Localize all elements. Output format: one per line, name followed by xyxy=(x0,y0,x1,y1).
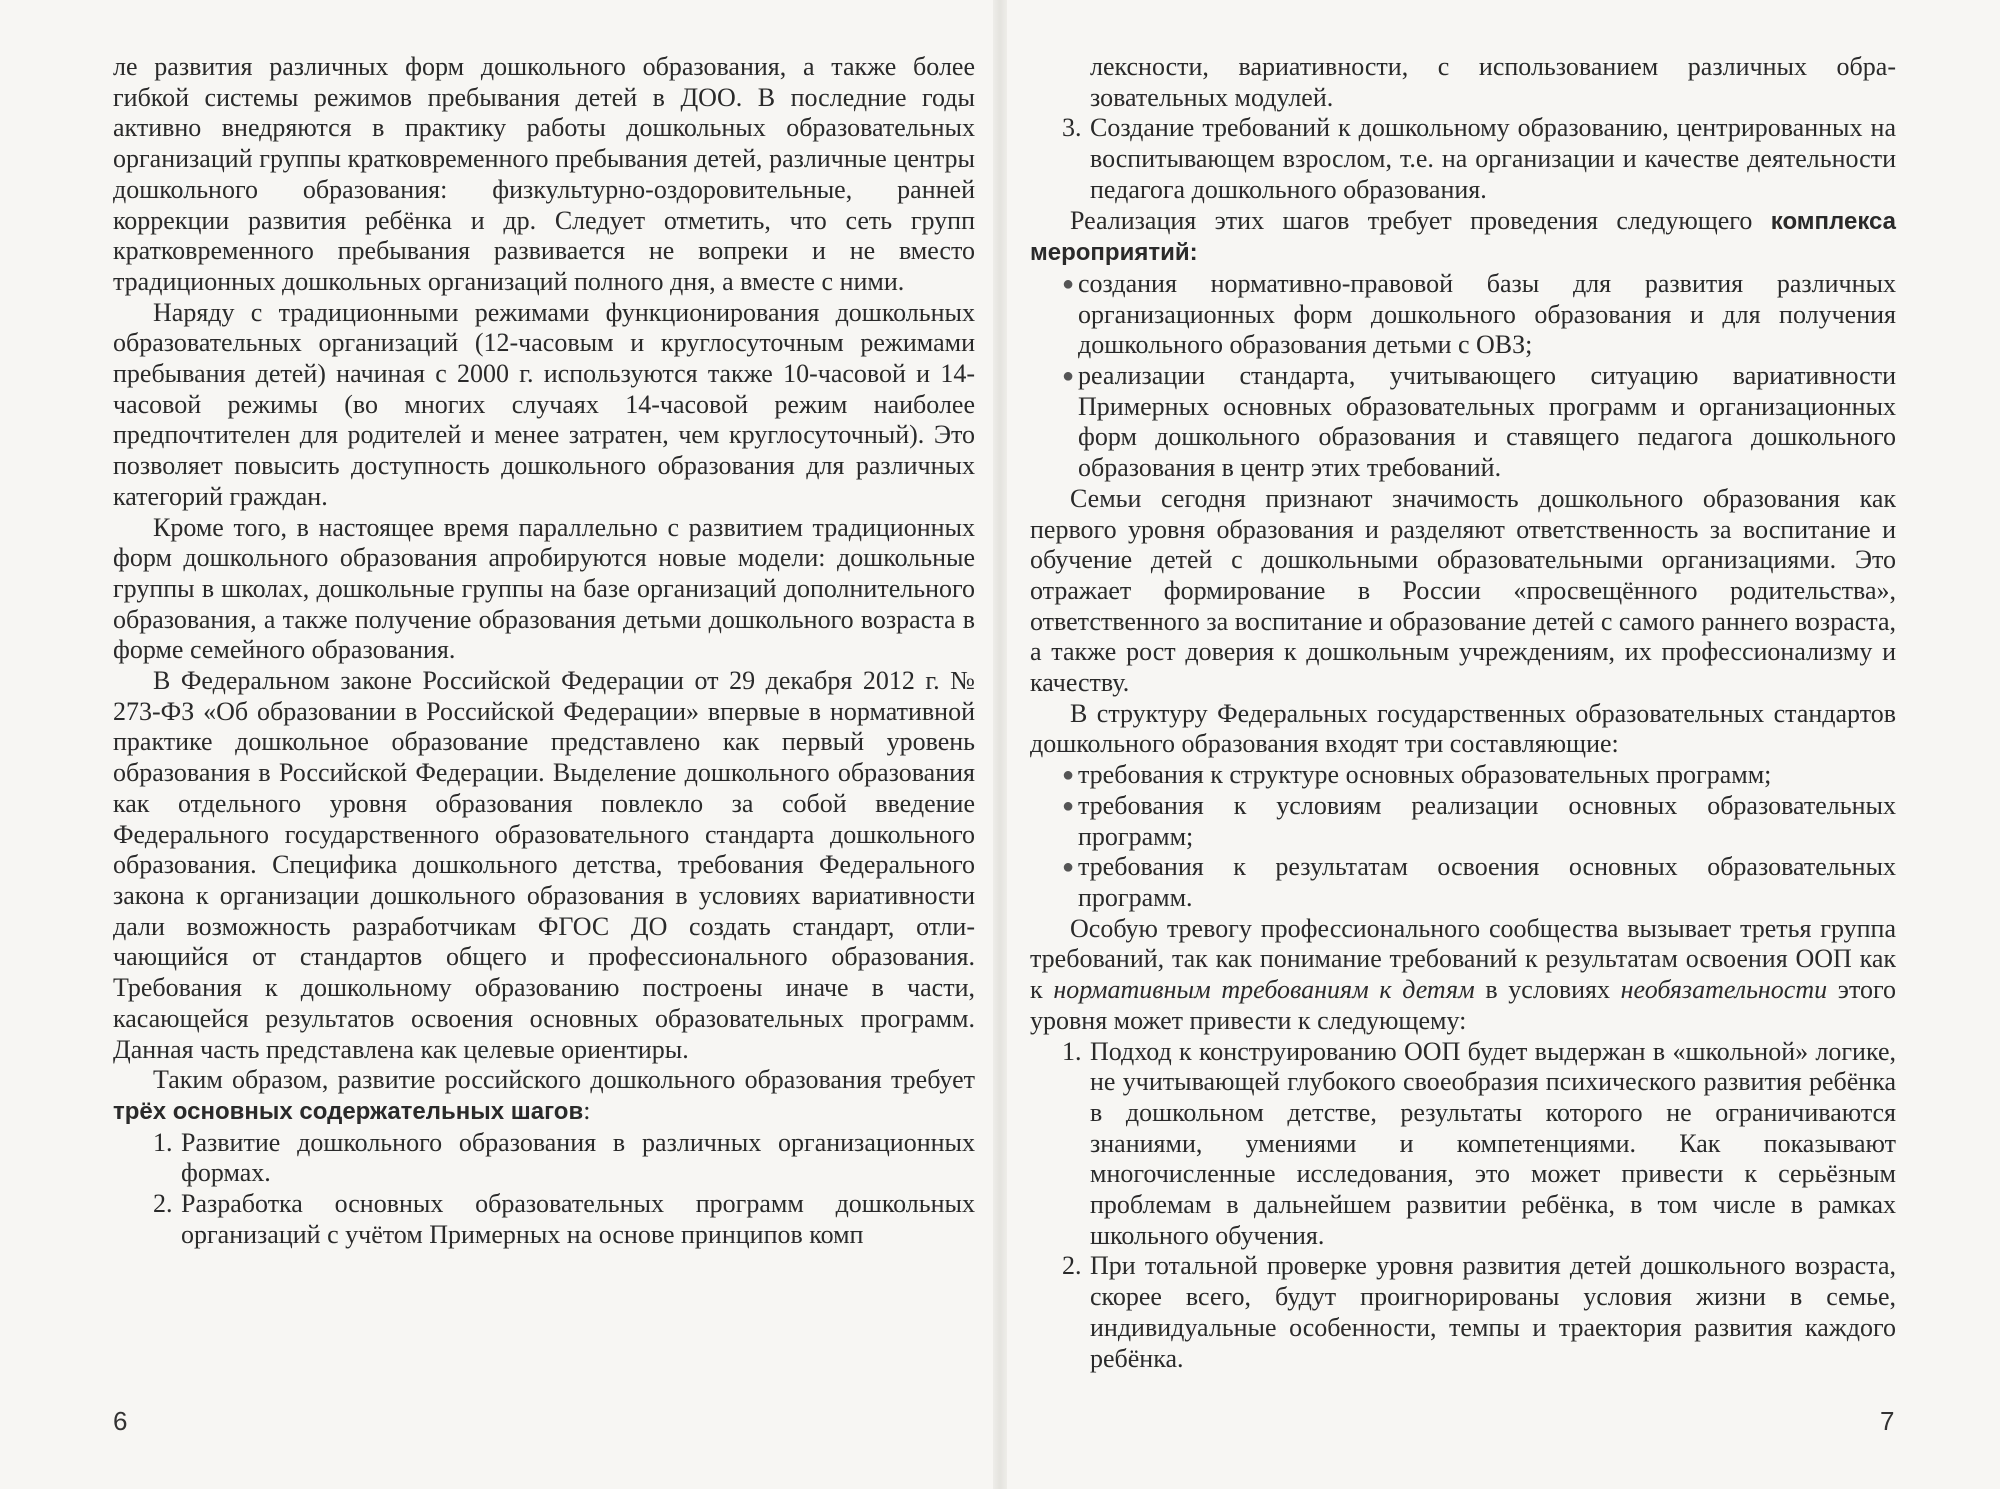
components-list xyxy=(1030,760,1896,914)
list-text: требования к условиям реализации основных образовательных программ; xyxy=(1078,790,1896,851)
list-text: требования к результатам освоения основных образовательных программ. xyxy=(1078,852,1896,912)
consequences-list xyxy=(1030,1037,1896,1375)
list-text: создания нормативно-правовой базы для развития различных организационных форм дошкольного образования и для получения дошкольного образования детьми с ОВЗ; xyxy=(1078,268,1896,360)
list-number: 2. xyxy=(1062,1251,1082,1281)
p5-end: : xyxy=(583,1095,591,1125)
list-text: Развитие дошкольного образования в различных организационных формах. xyxy=(181,1127,975,1188)
list-number: 1. xyxy=(153,1127,173,1157)
left-paragraph-2: Наряду с традиционными режимами функционирования дошкольных образовательных организаций (12-часовым и круглосуточным режимами пребывания детей) начиная с 2000 г. используются также 10-часовой и 14-часовой режимы (во многих случаях 14-часовой режим наиболее предпочтителен для родителей и менее затратен, чем круглосуточный). Это позволяет повысить доступность дошкольного образования для различных категорий граждан. xyxy=(113,297,975,511)
left-paragraph-5 xyxy=(113,1065,975,1127)
list-item xyxy=(1030,361,1896,484)
steps-list-continued xyxy=(1030,52,1896,206)
left-paragraph-4: В Федеральном законе Российской Федерации от 29 декабря 2012 г. № 273-ФЗ «Об образовании в Российской Федерации» впервые в нормативной практике дошкольное образование представлено как первый уровень образования в Российской Федерации. Выделение дошкольного образования как отдельного уровня образования повлекло за собой введение Федерального государственного образовательного стандарта дошкольного образования. Специфика дошкольного детства, требования Федерального закона к организации дошкольного образования в условиях вариативности дали возможность разработчикам ФГОС ДО создать стандарт, отличающийся от стандартов общего и профессионального образования. Требования к дошкольному образованию построены иначе в части, касающейся результатов освоения основных образовательных программ. Данная часть представлена как целевые ориентиры. xyxy=(113,666,975,1064)
list-item xyxy=(113,1128,975,1189)
bullet-icon: ● xyxy=(1062,365,1075,388)
list-text: требования к структуре основных образовательных программ; xyxy=(1078,760,1772,790)
left-paragraph-1: ле развития различных форм дошкольного образования, а также более гибкой системы режимов пребывания детей в ДОО. В последние годы активно внедряются в практику работы дошкольных образовательных организаций группы кратковременного пребывания детей, различные центры дошкольного образования: физкультурно-оздоровительные, ранней коррекции развития ребёнка и др. Следует отметить, что сеть групп кратковременного пребывания развивается не вопреки и не вместо традиционных дошкольных организаций полного дня, а вместе с ними. xyxy=(113,52,975,296)
book-gutter xyxy=(993,0,1007,1489)
list-item xyxy=(1030,791,1896,852)
concern-italic-2: необязательности xyxy=(1620,975,1828,1005)
list-text: Подход к конструированию ООП будет выдержан в «школьной» логике, не учитывающей глубокого своеобразия психического развития ребёнка в дошкольном детстве, результаты которого не ограничиваются знаниями, умениями и компетенциями. Как показывают многочисленные исследования, это может привести к серьёзным проблемам в дальнейшем развитии ребёнка, в том числе в рамках школьного обучения. xyxy=(1090,1036,1896,1250)
bullet-icon: ● xyxy=(1062,764,1075,787)
list-number: 3. xyxy=(1062,113,1082,143)
concern-text-b: в условиях xyxy=(1474,975,1621,1005)
measures-intro xyxy=(1030,206,1896,269)
list-item xyxy=(113,1189,975,1250)
list-item xyxy=(1030,52,1896,113)
concern-text-a: Особую тревогу профессионального сообщества вызывает третья группа требований, так как понимание требований к результатам освоения ООП как к xyxy=(1030,913,1896,1005)
structure-paragraph: В структуру Федеральных государственных образовательных стандартов дошкольного образования входят три составляющие: xyxy=(1030,698,1896,759)
right-page xyxy=(1030,52,1896,1374)
list-text: лексности, вариативности, с использованием различных образовательных модулей. xyxy=(1090,52,1896,112)
steps-list xyxy=(113,1128,975,1251)
list-text: Разработка основных образовательных программ дошкольных организаций с учётом Примерных на основе принципов комп xyxy=(181,1189,975,1249)
left-paragraph-3: Кроме того, в настоящее время параллельно с развитием традиционных форм дошкольного образования апробируются новые модели: дошкольные группы в школах, дошкольные группы на базе организаций дополнительного образования, а также получение образования детьми дошкольного возраста в форме семейного образования. xyxy=(113,512,975,665)
list-item xyxy=(1030,852,1896,913)
list-item xyxy=(1030,1037,1896,1252)
measures-intro-text: Реализация этих шагов требует проведения следующего xyxy=(1070,205,1771,235)
list-item xyxy=(1030,113,1896,205)
list-text: Создание требований к дошкольному образованию, центрированных на воспитывающем взрослом, т.е. на организации и качестве деятельности педагога дошкольного образования. xyxy=(1090,113,1896,204)
list-number: 2. xyxy=(153,1189,173,1219)
p5-text: Таким образом, развитие российского дошкольного образования требует xyxy=(153,1065,975,1095)
measures-intro-bold: комплекса мероприятий: xyxy=(1030,207,1896,267)
list-text: При тотальной проверке уровня развития детей дошкольного возраста, скорее всего, будут проигнорированы условия жизни в семье, индивидуальные особенности, темпы и траектория развития каждого ребёнка. xyxy=(1090,1251,1896,1373)
list-item xyxy=(1030,269,1896,361)
family-paragraph: Семьи сегодня признают значимость дошкольного образования как первого уровня образования и разделяют ответственность за воспитание и обучение детей с дошкольными образовательными организациями. Это отражает формирование в России «просвещённого родительства», ответственного за воспитание и образование детей с самого раннего возраста, а также рост доверия к дошкольным учреждениям, их профессионализму и качеству. xyxy=(1030,483,1896,698)
bullet-icon: ● xyxy=(1062,272,1075,295)
concern-paragraph xyxy=(1030,914,1896,1037)
concern-italic-1: нормативным требованиям к детям xyxy=(1053,975,1475,1005)
p5-bold: трёх основных содержательных шагов xyxy=(113,1097,584,1125)
list-item xyxy=(1030,1251,1896,1374)
bullet-icon: ● xyxy=(1062,794,1075,817)
measures-list xyxy=(1030,269,1896,484)
bullet-icon: ● xyxy=(1062,856,1075,879)
left-page xyxy=(113,52,975,1250)
page-number-right: 7 xyxy=(1880,1406,1895,1436)
concern-text-c: этого уровня может привести к следующему: xyxy=(1030,975,1896,1035)
list-item xyxy=(1030,760,1896,791)
page-number-left: 6 xyxy=(113,1406,128,1436)
list-text: реализации стандарта, учитывающего ситуацию вариативности Примерных основных образовательных программ и организационных форм дошкольного образования и ставящего педагога дошкольного образования в центр этих требований. xyxy=(1078,361,1896,483)
list-number: 1. xyxy=(1062,1036,1082,1066)
